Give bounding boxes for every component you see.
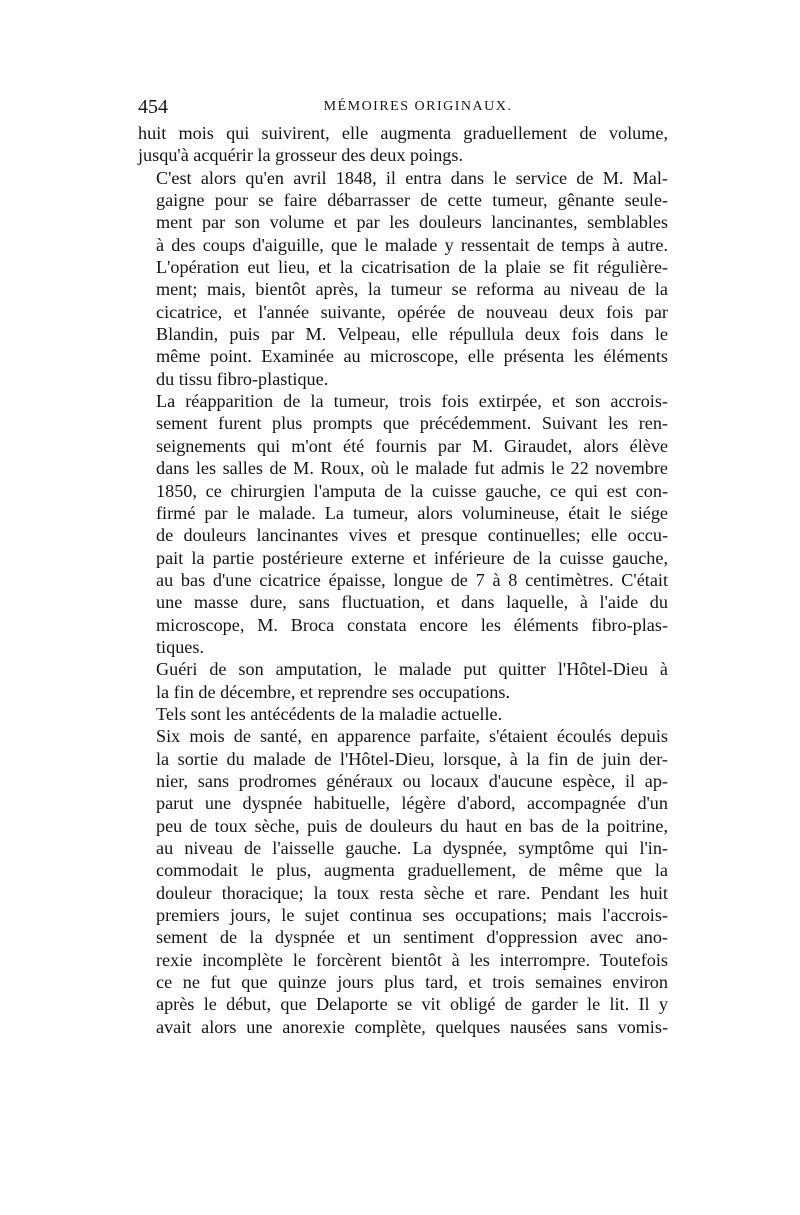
text-line: la fin de décembre, et reprendre ses occupations. (156, 681, 510, 702)
text-line: gaigne pour se faire débarrasser de cette tumeur, gênante seule- (156, 190, 668, 211)
running-title: MÉMOIRES ORIGINAUX. (323, 99, 513, 114)
text-line: microscope, M. Broca constata encore les éléments fibro-plas- (156, 614, 668, 635)
book-page (138, 92, 668, 1038)
paragraph (138, 167, 668, 390)
text-line: 1850, ce chirurgien l'amputa de la cuisse gauche, ce qui est con- (156, 480, 668, 501)
text-line: douleur thoracique; la toux resta sèche et rare. Pendant les huit (156, 882, 668, 903)
text-line: après le début, que Delaporte se vit obligé de garder le lit. Il y (156, 994, 668, 1015)
text-line: dans les salles de M. Roux, où le malade fut admis le 22 novembre (156, 458, 668, 479)
text-line: avait alors une anorexie complète, quelques nausées sans vomis- (156, 1016, 668, 1037)
text-line: tiques. (156, 636, 204, 657)
text-line: premiers jours, le sujet continua ses occupations; mais l'accrois- (156, 905, 668, 926)
text-line: ment par son volume et par les douleurs lancinantes, semblables (156, 212, 668, 233)
text-line: même point. Examinée au microscope, elle présenta les éléments (156, 346, 668, 367)
text-line: la sortie du malade de l'Hôtel-Dieu, lorsque, à la fin de juin der- (156, 748, 668, 769)
text-line: Guéri de son amputation, le malade put quitter l'Hôtel-Dieu à (156, 659, 668, 680)
text-line: cicatrice, et l'année suivante, opérée de nouveau deux fois par (156, 301, 668, 322)
text-line: seignements qui m'ont été fournis par M. Giraudet, alors élève (156, 435, 668, 456)
paragraph (138, 122, 668, 167)
text-line: du tissu fibro-plastique. (156, 368, 329, 389)
text-line: C'est alors qu'en avril 1848, il entra dans le service de M. Mal- (156, 167, 668, 188)
text-line: sement furent plus prompts que précédemment. Suivant les ren- (156, 413, 668, 434)
text-line: L'opération eut lieu, et la cicatrisation de la plaie se fit régulière- (156, 257, 668, 278)
page-number: 454 (138, 96, 168, 118)
text-line: parut une dyspnée habituelle, légère d'abord, accompagnée d'un (156, 793, 668, 814)
text-line: pait la partie postérieure externe et inférieure de la cuisse gauche, (156, 547, 668, 568)
paragraph (138, 658, 668, 703)
text-line: Blandin, puis par M. Velpeau, elle répullula deux fois dans le (156, 324, 668, 345)
text-line: sement de la dyspnée et un sentiment d'oppression avec ano- (156, 927, 668, 948)
text-line: huit mois qui suivirent, elle augmenta graduellement de volume, (138, 123, 668, 143)
text-line: rexie incomplète le forcèrent bientôt à les interrompre. Toutefois (156, 949, 668, 970)
running-head (138, 92, 668, 122)
text-line: jusqu'à acquérir la grosseur des deux poings. (138, 145, 464, 166)
paragraph (138, 725, 668, 1038)
text-line: Six mois de santé, en apparence parfaite, s'étaient écoulés depuis (156, 726, 668, 747)
text-line: au niveau de l'aisselle gauche. La dyspnée, symptôme qui l'in- (156, 838, 668, 858)
text-line: une masse dure, sans fluctuation, et dans laquelle, à l'aide du (156, 592, 668, 613)
paragraph (138, 703, 668, 725)
text-line: à des coups d'aiguille, que le malade y ressentait de temps à autre. (156, 234, 668, 255)
text-line: firmé par le malade. La tumeur, alors volumineuse, était le siége (156, 502, 668, 523)
text-line: Tels sont les antécédents de la maladie actuelle. (156, 703, 503, 724)
text-line: peu de toux sèche, puis de douleurs du haut en bas de la poitrine, (156, 815, 668, 836)
text-line: ment; mais, bientôt après, la tumeur se reforma au niveau de la (156, 279, 668, 300)
text-line: ce ne fut que quinze jours plus tard, et trois semaines environ (156, 972, 668, 993)
text-line: commodait le plus, augmenta graduellement, de même que la (156, 860, 668, 881)
paragraph (138, 390, 668, 658)
text-line: La réapparition de la tumeur, trois fois extirpée, et son accrois- (156, 391, 668, 412)
text-line: de douleurs lancinantes vives et presque continuelles; elle occu- (156, 525, 668, 546)
body-text (138, 122, 668, 1038)
text-line: nier, sans prodromes généraux ou locaux d'aucune espèce, il ap- (156, 770, 668, 791)
text-line: au bas d'une cicatrice épaisse, longue de 7 à 8 centimètres. C'était (156, 569, 668, 590)
